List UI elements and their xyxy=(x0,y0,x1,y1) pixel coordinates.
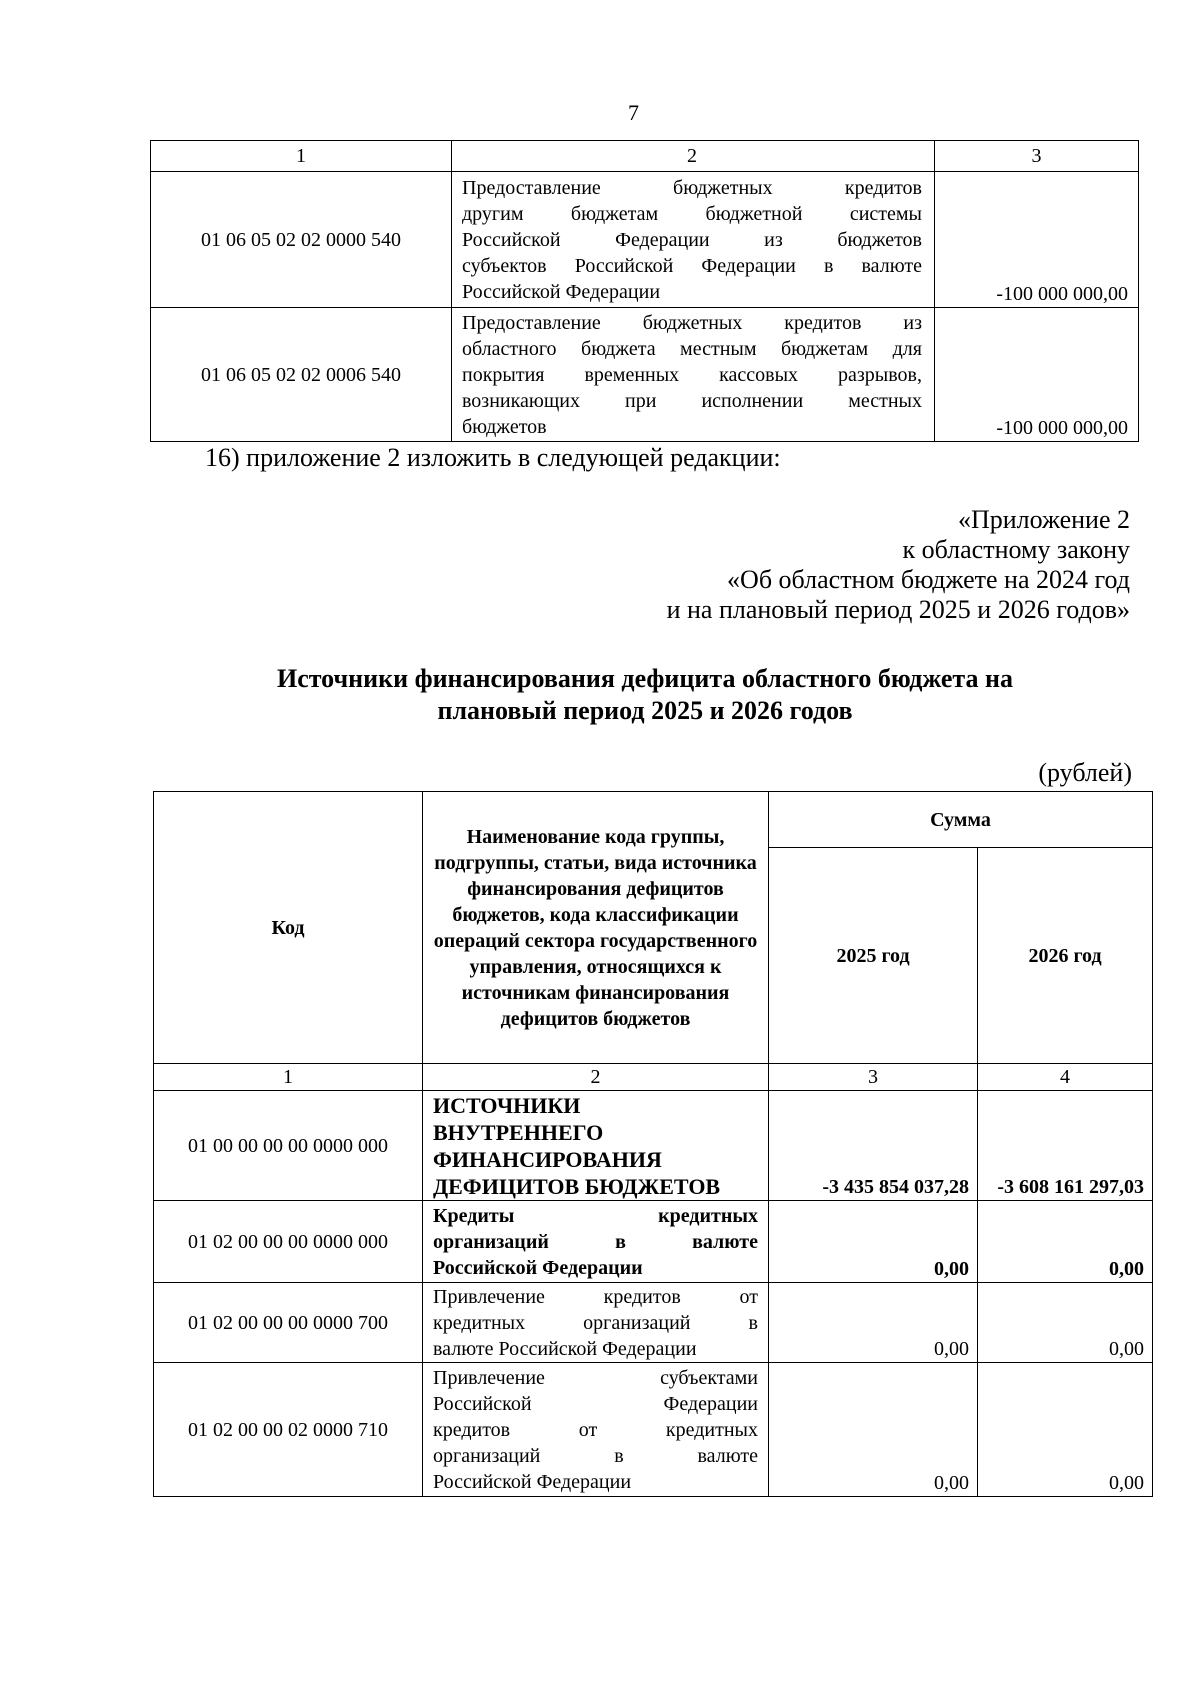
table-row xyxy=(154,1363,1153,1497)
appendix-line: «Об областном бюджете на 2024 год xyxy=(727,565,1130,594)
budget-item-name xyxy=(423,1363,769,1497)
column-number: 4 xyxy=(978,1064,1153,1091)
name-line: Предоставление бюджетных кредитов из xyxy=(462,311,922,334)
column-number: 2 xyxy=(423,1064,769,1091)
column-number: 3 xyxy=(935,141,1139,172)
budget-item-name xyxy=(423,1201,769,1283)
appendix-line: к областному закону xyxy=(902,535,1130,564)
title-line: Источники финансирования дефицита областного бюджета на xyxy=(276,664,1013,693)
name-line: ВНУТРЕННЕГО xyxy=(433,1119,604,1145)
column-number: 3 xyxy=(769,1064,978,1091)
column-number: 1 xyxy=(151,141,452,172)
column-number: 2 xyxy=(452,141,935,172)
name-line: кредитных организаций в xyxy=(433,1311,758,1334)
table-row xyxy=(154,1283,1153,1363)
appendix-line: «Приложение 2 xyxy=(957,505,1130,534)
name-line: ИСТОЧНИКИ xyxy=(433,1092,581,1118)
table-header-row xyxy=(154,792,1153,848)
name-line: Российской Федерации xyxy=(433,1392,758,1415)
name-line: покрытия временных кассовых разрывов, xyxy=(462,363,922,386)
name-line: Российской Федерации xyxy=(462,280,661,303)
units-label: (рублей) xyxy=(1038,758,1132,787)
name-line: организаций в валюте xyxy=(433,1444,758,1467)
name-line: возникающих при исполнении местных xyxy=(462,389,922,412)
name-line: ФИНАНСИРОВАНИЯ xyxy=(433,1146,662,1172)
appendix-line: и на плановый период 2025 и 2026 годов» xyxy=(666,595,1130,624)
amount-2025: 0,00 xyxy=(769,1283,978,1363)
name-line: Российской Федерации из бюджетов xyxy=(462,228,922,251)
document-title xyxy=(150,663,1140,727)
table-row xyxy=(154,1201,1153,1283)
amount-2025: 0,00 xyxy=(769,1201,978,1283)
appendix-reference xyxy=(667,505,1130,625)
name-line: другим бюджетам бюджетной системы xyxy=(462,202,922,225)
name-line: Кредиты кредитных xyxy=(433,1204,758,1227)
budget-code: 01 02 00 00 00 0000 700 xyxy=(154,1283,423,1363)
amount: -100 000 000,00 xyxy=(935,172,1139,308)
title-line: плановый период 2025 и 2026 годов xyxy=(437,696,853,725)
name-line: субъектов Российской Федерации в валюте xyxy=(462,254,922,277)
name-line: организаций в валюте xyxy=(433,1230,758,1253)
budget-code: 01 00 00 00 00 0000 000 xyxy=(154,1091,423,1201)
name-line: валюте Российской Федерации xyxy=(433,1337,697,1360)
continuation-table xyxy=(150,140,1139,442)
name-line: Привлечение кредитов от xyxy=(433,1285,758,1308)
amount-2026: 0,00 xyxy=(978,1363,1153,1497)
name-line: кредитов от кредитных xyxy=(433,1418,758,1441)
name-line: Предоставление бюджетных кредитов xyxy=(462,176,922,199)
amount-2025: 0,00 xyxy=(769,1363,978,1497)
amount: -100 000 000,00 xyxy=(935,308,1139,442)
budget-item-name xyxy=(452,172,935,308)
header-year-2026: 2026 год xyxy=(978,848,1153,1064)
budget-item-name xyxy=(423,1091,769,1201)
name-line: бюджетов xyxy=(462,415,547,438)
header-code: Код xyxy=(154,792,423,1064)
budget-code: 01 06 05 02 02 0006 540 xyxy=(151,308,452,442)
table-row xyxy=(154,1091,1153,1201)
table-row xyxy=(151,172,1139,308)
amount-2026: -3 608 161 297,03 xyxy=(978,1091,1153,1201)
budget-item-name xyxy=(452,308,935,442)
budget-item-name xyxy=(423,1283,769,1363)
table-row xyxy=(151,308,1139,442)
name-line: областного бюджета местным бюджетам для xyxy=(462,337,922,360)
amount-2025: -3 435 854 037,28 xyxy=(769,1091,978,1201)
header-name: Наименование кода группы, подгруппы, статьи, вида источника финансирования дефицитов бюджетов, кода классификации операций сектора государственного управления, относящихся к источникам финансирования дефицитов бюджетов xyxy=(423,792,769,1064)
amount-2026: 0,00 xyxy=(978,1283,1153,1363)
amount-2026: 0,00 xyxy=(978,1201,1153,1283)
header-year-2025: 2025 год xyxy=(769,848,978,1064)
name-line: Российской Федерации xyxy=(433,1470,632,1493)
column-numbers-row xyxy=(154,1064,1153,1091)
budget-code: 01 06 05 02 02 0000 540 xyxy=(151,172,452,308)
header-sum: Сумма xyxy=(769,792,1153,848)
budget-code: 01 02 00 00 00 0000 000 xyxy=(154,1201,423,1283)
name-line: Российской Федерации xyxy=(433,1256,643,1279)
column-number: 1 xyxy=(154,1064,423,1091)
page-number: 7 xyxy=(628,100,639,125)
financing-sources-table xyxy=(153,791,1153,1497)
amendment-item: 16) приложение 2 изложить в следующей редакции: xyxy=(205,443,781,472)
name-line: ДЕФИЦИТОВ БЮДЖЕТОВ xyxy=(433,1173,721,1199)
name-line: Привлечение субъектами xyxy=(433,1366,758,1389)
budget-code: 01 02 00 00 02 0000 710 xyxy=(154,1363,423,1497)
table-header-row xyxy=(151,141,1139,172)
